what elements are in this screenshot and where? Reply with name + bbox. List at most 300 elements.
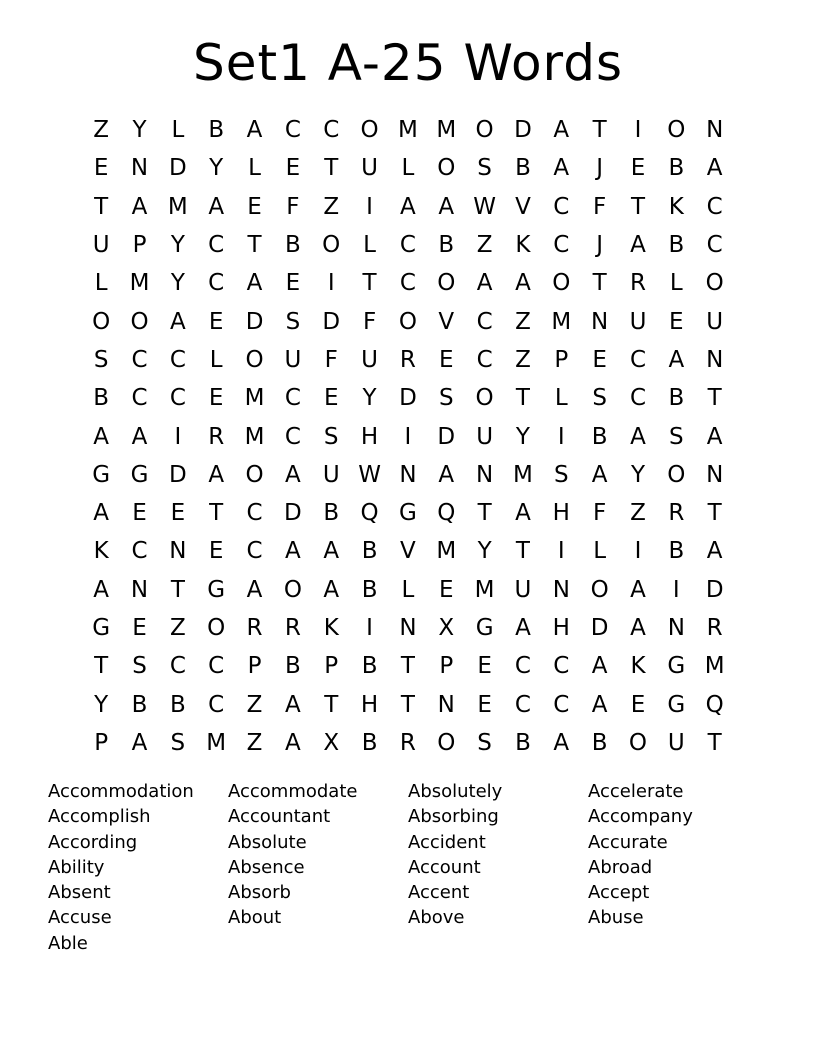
grid-letter: P (94, 729, 109, 756)
grid-letter: C (169, 346, 186, 373)
grid-letter: G (92, 615, 111, 641)
grid-letter: O (590, 576, 609, 603)
grid-letter: E (630, 155, 646, 182)
grid-letter: N (476, 461, 494, 488)
grid-letter: A (591, 653, 608, 680)
grid-letter: A (553, 117, 570, 144)
grid-letter: F (324, 346, 338, 373)
grid-letter: O (283, 576, 302, 603)
grid-letter: C (284, 423, 301, 450)
grid-letter: B (285, 653, 301, 680)
grid-row (82, 379, 734, 417)
grid-letter: Z (169, 615, 186, 641)
grid-letter: S (438, 385, 454, 412)
grid-letter: T (400, 653, 415, 680)
grid-letter: O (705, 270, 724, 297)
grid-row (82, 188, 734, 226)
grid-letter: N (706, 346, 724, 373)
grid-letter: A (553, 729, 570, 756)
grid-letter: P (324, 653, 339, 680)
grid-letter: C (629, 385, 647, 412)
grid-row (82, 149, 734, 187)
grid-letter: A (208, 461, 225, 488)
word-list-item: Absolute (228, 831, 307, 853)
grid-letter: C (208, 270, 225, 297)
grid-letter: N (399, 615, 417, 641)
grid-letter: T (707, 385, 722, 412)
grid-letter: A (630, 615, 646, 641)
grid-letter: A (246, 117, 263, 144)
grid-letter: N (552, 576, 570, 603)
word-list-item: Absence (228, 856, 305, 878)
word-list-item: Accept (588, 882, 650, 904)
grid-letter: A (285, 461, 301, 488)
word-list-item: Accountant (228, 806, 331, 828)
grid-letter: C (169, 385, 186, 412)
grid-letter: O (92, 308, 111, 335)
grid-letter: E (247, 193, 262, 220)
grid-letter: C (553, 653, 570, 680)
grid-letter: B (361, 653, 378, 680)
grid-letter: A (93, 500, 110, 527)
grid-letter: Y (209, 155, 224, 182)
grid-letter: C (553, 232, 570, 259)
grid-letter: T (362, 270, 377, 297)
grid-letter: E (477, 653, 492, 680)
grid-letter: Y (630, 461, 646, 488)
grid-letter: B (323, 500, 340, 527)
grid-letter: C (208, 653, 225, 680)
word-list-item: Accelerate (588, 781, 684, 802)
grid-letter: A (438, 461, 455, 488)
grid-letter: B (515, 729, 531, 756)
grid-letter: B (93, 385, 110, 412)
grid-letter: B (361, 576, 378, 603)
grid-letter: R (399, 729, 416, 756)
grid-letter: R (706, 615, 723, 641)
grid-letter: L (401, 155, 415, 182)
grid-letter: C (553, 691, 570, 718)
word-list-item: Absorb (228, 882, 291, 904)
grid-letter: L (363, 232, 376, 259)
grid-letter: H (552, 615, 570, 641)
grid-letter: T (324, 155, 339, 182)
grid-letter: U (284, 346, 302, 373)
grid-letter: S (323, 423, 339, 450)
grid-row (82, 609, 734, 647)
grid-letter: D (284, 500, 302, 527)
grid-letter: O (628, 729, 648, 756)
grid-letter: F (362, 308, 377, 335)
grid-row (82, 417, 734, 455)
grid-letter: U (361, 155, 378, 182)
grid-letter: N (706, 117, 724, 144)
grid-letter: A (246, 270, 263, 297)
grid-letter: M (167, 193, 188, 220)
grid-letter: E (208, 538, 224, 565)
word-list-item: Accident (408, 831, 486, 853)
grid-letter: A (131, 423, 148, 450)
grid-letter: A (706, 423, 723, 450)
grid-letter: H (360, 423, 379, 450)
grid-letter: A (285, 538, 301, 565)
grid-letter: T (515, 385, 530, 412)
grid-letter: P (554, 346, 569, 373)
grid-letter: D (705, 576, 724, 603)
grid-letter: Q (360, 500, 379, 527)
grid-row (82, 647, 734, 685)
grid-letter: M (436, 117, 457, 144)
grid-letter: E (132, 500, 147, 527)
grid-letter: A (438, 193, 455, 220)
grid-letter: U (322, 461, 340, 488)
grid-letter: P (439, 653, 454, 680)
grid-letter: O (322, 232, 341, 259)
grid-letter: F (286, 193, 300, 220)
grid-letter: W (358, 461, 381, 488)
grid-letter: K (515, 232, 531, 259)
grid-letter: Q (705, 691, 724, 718)
grid-letter: T (324, 691, 339, 718)
grid-letter: L (248, 155, 261, 182)
grid-letter: R (629, 270, 646, 297)
grid-letter: I (557, 423, 565, 450)
grid-letter: A (515, 500, 531, 527)
grid-letter: Y (362, 385, 377, 412)
grid-letter: R (668, 500, 685, 527)
grid-letter: O (437, 729, 456, 756)
grid-row (82, 532, 734, 570)
grid-letter: B (668, 232, 685, 259)
grid-letter: F (593, 193, 607, 220)
grid-row (82, 724, 734, 762)
grid-letter: N (591, 308, 609, 335)
grid-letter: Y (477, 538, 492, 565)
grid-letter: T (209, 500, 224, 527)
grid-letter: D (169, 461, 187, 488)
grid-letter: E (477, 691, 492, 718)
grid-letter: B (361, 538, 378, 565)
grid-letter: A (131, 193, 148, 220)
grid-letter: G (667, 653, 686, 680)
grid-letter: A (630, 232, 646, 259)
word-list-item: Absolutely (408, 781, 503, 802)
grid-letter: T (707, 729, 722, 756)
grid-letter: O (475, 385, 494, 412)
grid-letter: U (629, 308, 647, 335)
grid-letter: S (592, 385, 607, 412)
grid-letter: C (131, 538, 148, 565)
grid-letter: K (630, 653, 646, 680)
grid-letter: A (668, 346, 685, 373)
grid-row (82, 571, 734, 609)
grid-letter: U (361, 346, 378, 373)
grid-letter: N (399, 461, 417, 488)
grid-letter: R (284, 615, 301, 641)
grid-letter: E (592, 346, 607, 373)
grid-letter: N (437, 691, 455, 718)
grid-letter: D (322, 308, 341, 335)
grid-letter: A (515, 270, 531, 297)
grid-letter: S (477, 729, 492, 756)
grid-letter: I (672, 576, 680, 603)
grid-letter: V (515, 193, 531, 220)
grid-letter: N (667, 615, 685, 641)
grid-letter: L (401, 576, 415, 603)
grid-row (82, 494, 734, 532)
grid-letter: Y (170, 232, 185, 259)
grid-letter: I (174, 423, 182, 450)
grid-letter: E (170, 500, 186, 527)
grid-letter: M (244, 423, 265, 450)
grid-letter: K (668, 193, 684, 220)
grid-letter: L (94, 270, 108, 297)
grid-letter: T (707, 500, 722, 527)
grid-letter: A (131, 729, 148, 756)
grid-letter: L (209, 346, 223, 373)
grid-letter: B (285, 232, 301, 259)
grid-letter: A (285, 729, 301, 756)
grid-letter: L (171, 117, 185, 144)
grid-letter: Z (630, 500, 646, 527)
grid-letter: B (515, 155, 531, 182)
grid-letter: J (596, 232, 604, 259)
grid-letter: O (552, 270, 571, 297)
grid-letter: Y (515, 423, 530, 450)
grid-letter: M (474, 576, 495, 603)
grid-letter: S (93, 346, 109, 373)
grid-letter: A (323, 538, 340, 565)
grid-letter: A (476, 270, 493, 297)
grid-letter: E (669, 308, 684, 335)
grid-letter: A (323, 576, 340, 603)
grid-letter: D (437, 423, 456, 450)
grid-letter: B (169, 691, 186, 718)
word-list-item: Accurate (588, 831, 668, 853)
word-list-item: Accommodate (228, 781, 358, 802)
grid-letter: C (246, 538, 263, 565)
grid-letter: I (634, 538, 642, 565)
grid-letter: C (476, 346, 493, 373)
grid-letter: B (361, 729, 378, 756)
grid-letter: I (366, 193, 373, 220)
grid-letter: A (246, 576, 263, 603)
word-list-item: According (48, 831, 138, 853)
grid-letter: C (706, 232, 723, 259)
grid-letter: L (669, 270, 683, 297)
grid-row (82, 302, 734, 340)
grid-letter: D (169, 155, 187, 182)
grid-letter: A (630, 576, 646, 603)
grid-letter: O (667, 117, 686, 144)
grid-letter: M (704, 653, 725, 680)
grid-letter: L (593, 538, 607, 565)
grid-letter: U (667, 729, 685, 756)
grid-letter: E (93, 155, 109, 182)
grid-letter: Z (323, 193, 340, 220)
grid-letter: T (592, 117, 607, 144)
grid-letter: I (366, 615, 373, 641)
grid-letter: T (247, 232, 262, 259)
grid-letter: O (130, 308, 149, 335)
grid-letter: U (514, 576, 532, 603)
grid-letter: C (399, 232, 416, 259)
grid-letter: S (285, 308, 301, 335)
grid-letter: O (207, 615, 226, 641)
grid-letter: N (130, 155, 149, 182)
word-list-item: Accommodation (48, 781, 194, 802)
grid-letter: C (246, 500, 263, 527)
word-list-item: Abroad (588, 856, 653, 878)
grid-letter: O (437, 270, 456, 297)
grid-row (82, 111, 734, 149)
grid-letter: C (208, 232, 225, 259)
grid-letter: F (593, 500, 607, 527)
grid-letter: A (553, 155, 570, 182)
grid-letter: C (514, 653, 531, 680)
grid-letter: G (207, 576, 226, 603)
grid-letter: C (323, 117, 340, 144)
grid-letter: M (206, 729, 227, 756)
grid-letter: M (129, 270, 150, 297)
grid-letter: G (399, 500, 417, 527)
word-list-item: Above (408, 907, 465, 929)
word-list-item: Accompany (588, 806, 693, 828)
word-list-item: Absorbing (408, 806, 499, 828)
grid-letter: A (591, 691, 608, 718)
grid-letter: Y (94, 691, 109, 718)
grid-letter: P (247, 653, 262, 680)
grid-letter: U (706, 308, 724, 335)
grid-letter: I (327, 270, 335, 297)
grid-letter: K (93, 538, 109, 565)
grid-letter: B (591, 729, 608, 756)
grid-letter: O (667, 461, 686, 488)
grid-letter: A (591, 461, 608, 488)
grid-letter: L (554, 385, 568, 412)
grid-letter: J (596, 155, 604, 182)
grid-letter: S (553, 461, 569, 488)
grid-letter: B (668, 385, 685, 412)
grid-letter: O (398, 308, 417, 335)
grid-letter: E (323, 385, 339, 412)
grid-letter: I (634, 117, 642, 144)
grid-letter: T (400, 691, 415, 718)
grid-letter: G (92, 461, 111, 488)
grid-letter: O (437, 155, 456, 182)
word-list-item: Able (48, 932, 88, 954)
grid-letter: E (132, 615, 147, 641)
grid-letter: Z (515, 346, 531, 373)
grid-letter: A (285, 691, 301, 718)
grid-letter: C (284, 117, 301, 144)
grid-letter: I (404, 423, 412, 450)
grid-letter: A (706, 538, 723, 565)
grid-letter: T (94, 653, 109, 680)
grid-letter: C (514, 691, 531, 718)
grid-letter: B (208, 117, 225, 144)
grid-letter: G (667, 691, 686, 718)
grid-letter: Z (515, 308, 531, 335)
grid-letter: X (438, 615, 455, 641)
grid-letter: P (132, 232, 147, 259)
word-list-item: Abuse (588, 907, 644, 929)
page-title: Set1 A-25 Words (192, 34, 624, 92)
grid-letter: Z (476, 232, 493, 259)
grid-letter: Y (132, 117, 147, 144)
word-list-item: Account (408, 856, 481, 878)
word-list-item: Accuse (48, 907, 112, 929)
word-list-item: Ability (48, 856, 105, 878)
grid-letter: E (208, 385, 224, 412)
grid-letter: T (515, 538, 530, 565)
word-list (48, 779, 768, 956)
grid-letter: H (360, 691, 379, 718)
grid-letter: E (285, 155, 301, 182)
grid-letter: T (477, 500, 492, 527)
grid-letter: A (208, 193, 225, 220)
grid-letter: B (668, 155, 685, 182)
grid-letter: I (557, 538, 565, 565)
grid-letter: O (360, 117, 379, 144)
grid-letter: C (476, 308, 493, 335)
grid-letter: O (245, 346, 264, 373)
grid-letter: T (630, 193, 646, 220)
grid-letter: A (515, 615, 531, 641)
grid-letter: K (323, 615, 339, 641)
grid-letter: W (473, 193, 496, 220)
word-list-item: Accomplish (48, 806, 151, 828)
grid-letter: V (400, 538, 416, 565)
grid-letter: Z (246, 729, 263, 756)
grid-letter: T (592, 270, 607, 297)
grid-letter: Q (437, 500, 456, 527)
grid-letter: B (438, 232, 455, 259)
grid-letter: C (131, 385, 148, 412)
grid-letter: H (552, 500, 570, 527)
grid-letter: E (285, 270, 301, 297)
grid-letter: C (208, 691, 225, 718)
grid-letter: A (400, 193, 416, 220)
grid-letter: S (132, 653, 147, 680)
grid-letter: C (629, 346, 647, 373)
grid-letter: R (399, 346, 416, 373)
grid-letter: E (438, 346, 454, 373)
grid-letter: T (170, 576, 185, 603)
grid-letter: Z (246, 691, 263, 718)
word-list-item: Absent (48, 882, 111, 904)
grid-letter: N (706, 461, 724, 488)
grid-letter: M (513, 461, 533, 488)
grid-letter: U (476, 423, 494, 450)
grid-row (82, 264, 734, 302)
grid-letter: R (246, 615, 263, 641)
grid-letter: C (131, 346, 148, 373)
grid-letter: M (244, 385, 265, 412)
grid-letter: Z (93, 117, 110, 144)
grid-letter: M (551, 308, 572, 335)
grid-letter: A (706, 155, 723, 182)
grid-letter: V (438, 308, 455, 335)
grid-letter: O (475, 117, 494, 144)
grid-letter: C (284, 385, 301, 412)
grid-letter: A (93, 576, 110, 603)
grid-letter: E (630, 691, 646, 718)
grid-row (82, 226, 734, 264)
grid-letter: C (706, 193, 723, 220)
grid-letter: U (92, 232, 110, 259)
grid-letter: D (399, 385, 417, 412)
